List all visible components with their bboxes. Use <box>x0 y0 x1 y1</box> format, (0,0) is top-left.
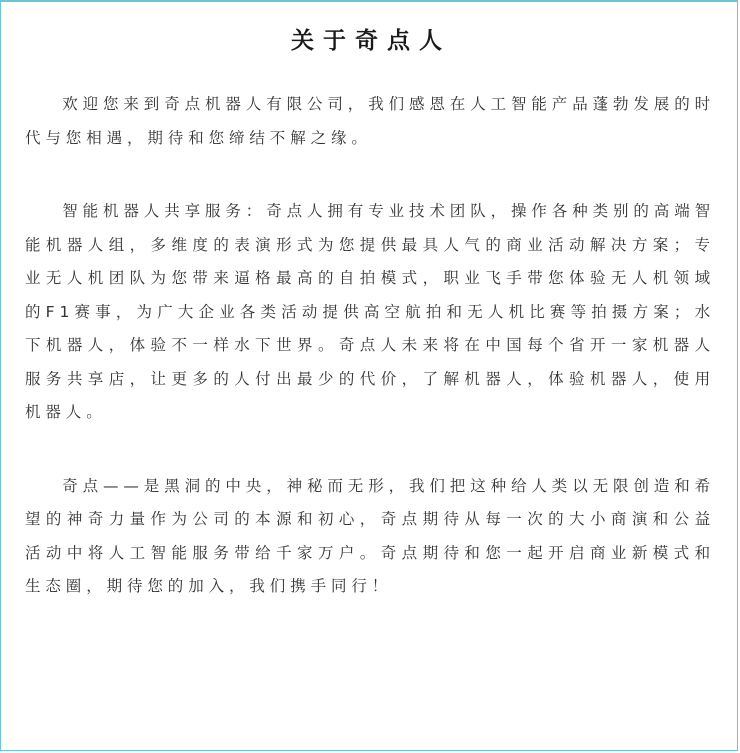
article-body <box>25 88 715 604</box>
page-title: 关于奇点人 <box>291 28 451 54</box>
paragraph-vision: 奇点——是黑洞的中央，神秘而无形，我们把这种给人类以无限创造和希望的神奇力量作为公司的本源和初心，奇点期待从每一次的大小商演和公益活动中将人工智能服务带给千家万户。奇点期待和您一起开启商业新模式和生态圈，期待您的加入，我们携手同行！ <box>25 476 715 595</box>
paragraph-welcome: 欢迎您来到奇点机器人有限公司，我们感恩在人工智能产品蓬勃发展的时代与您相遇，期待和您缔结不解之缘。 <box>25 95 715 147</box>
paragraph-services: 智能机器人共享服务：奇点人拥有专业技术团队，操作各种类别的高端智能机器人组，多维度的表演形式为您提供最具人气的商业活动解决方案；专业无人机团队为您带来逼格最高的自拍模式，职业飞手带您体验无人机领域的F1赛事，为广大企业各类活动提供高空航拍和无人机比赛等拍摄方案；水下机器人，体验不一样水下世界。奇点人未来将在中国每个省开一家机器人服务共享店，让更多的人付出最少的代价，了解机器人，体验机器人，使用机器人。 <box>25 202 715 421</box>
